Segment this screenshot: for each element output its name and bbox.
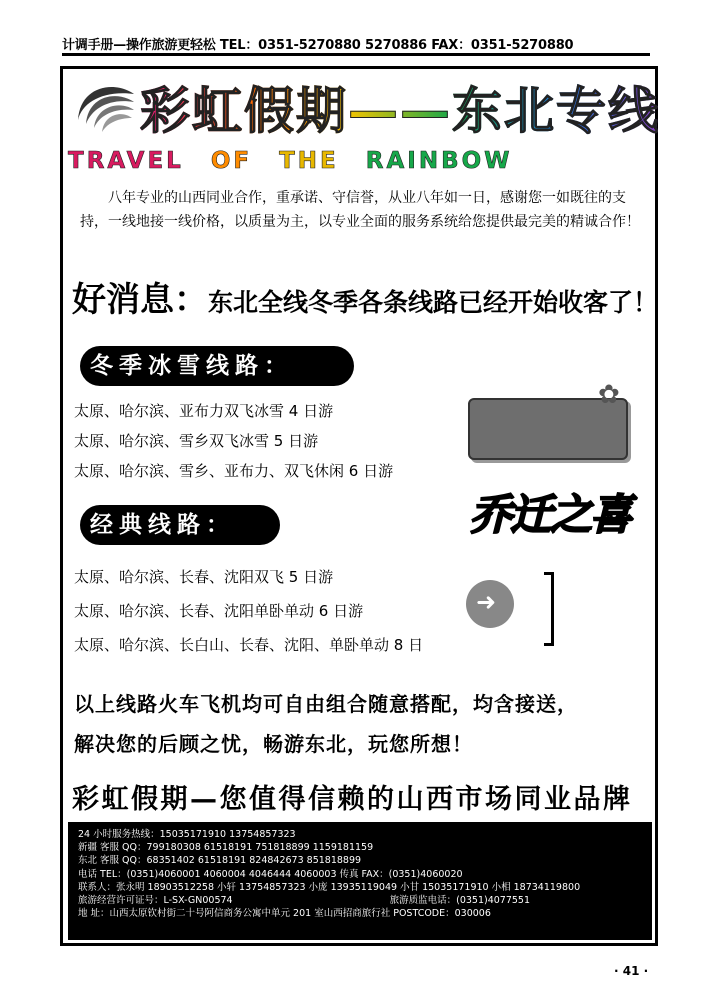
contact-info-box bbox=[68, 822, 652, 940]
english-title-word: OF bbox=[210, 148, 253, 174]
note-line: 解决您的后顾之忧，畅游东北，玩您所想！ bbox=[74, 732, 473, 756]
classic-route-item: 太原、哈尔滨、长春、沈阳双飞 5 日游 bbox=[74, 568, 334, 586]
arrow-circle-icon: ➜ bbox=[466, 580, 514, 628]
good-news-text: 东北全线冬季各条线路已经开始收客了！ bbox=[208, 288, 659, 317]
english-title-word: THE bbox=[279, 148, 339, 174]
classic-routes-heading: 经典线路： bbox=[80, 505, 280, 545]
winter-route-item: 太原、哈尔滨、亚布力双飞冰雪 4 日游 bbox=[74, 402, 334, 420]
bracket-decoration bbox=[544, 572, 554, 646]
page-header: 计调手册—操作旅游更轻松 TEL：0351-5270880 5270886 FAX：0351-5270880 bbox=[62, 38, 574, 53]
english-title-word: TRAVEL bbox=[68, 148, 184, 174]
classic-route-item: 太原、哈尔滨、长春、沈阳单卧单动 6 日游 bbox=[74, 602, 364, 620]
english-title bbox=[68, 148, 650, 172]
note-line: 以上线路火车飞机均可自由组合随意搭配，均含接送， bbox=[74, 692, 578, 716]
page-number: · 41 · bbox=[614, 964, 649, 978]
good-news-line bbox=[72, 272, 659, 320]
classic-route-item: 太原、哈尔滨、长白山、长春、沈阳、单卧单动 8 日 bbox=[74, 636, 424, 654]
intro-paragraph: 八年专业的山西同业合作，重承诺、守信誉，从业八年如一日，感谢您一如既往的支持，一线地接一线价格，以质量为主，以专业全面的服务系统给您提供最完美的精诚合作！ bbox=[80, 190, 640, 230]
contact-line: 东北 客服 QQ：68351402 61518191 824842673 851818899 bbox=[78, 855, 362, 867]
housewarming-decoration-text: 乔迁之喜 bbox=[470, 490, 631, 539]
main-title: 彩虹假期——东北专线 bbox=[140, 78, 660, 144]
winter-routes-heading: 冬季冰雪线路： bbox=[80, 346, 354, 386]
good-news-lead: 好消息： bbox=[72, 280, 208, 320]
header-rule bbox=[62, 53, 650, 56]
contact-line: 新疆 客服 QQ：799180308 61518191 751818899 1159181159 bbox=[78, 842, 374, 854]
contact-line: 联系人：张永明 18903512258 小轩 13754857323 小庞 13935119049 小甘 15035171910 小相 18734119800 bbox=[78, 881, 581, 893]
brand-slogan: 彩虹假期—您值得信赖的山西市场同业品牌 bbox=[72, 784, 633, 815]
contact-line: 电话 TEL：(0351)4060001 4060004 4046444 4060003 传真 FAX：(0351)4060020 bbox=[78, 868, 463, 880]
rainbow-swoosh-logo-icon bbox=[74, 80, 140, 140]
winter-route-item: 太原、哈尔滨、雪乡、亚布力、双飞休闲 6 日游 bbox=[74, 462, 394, 480]
english-title-word: RAINBOW bbox=[365, 148, 513, 174]
ribbon-bow-icon: ✿ bbox=[598, 380, 620, 410]
contact-line: 旅游经营许可证号：L-SX-GN00574 旅游质监电话：(0351)4077551 bbox=[78, 895, 531, 907]
winter-route-item: 太原、哈尔滨、雪乡双飞冰雪 5 日游 bbox=[74, 432, 319, 450]
contact-line: 24 小时服务热线：15035171910 13754857323 bbox=[78, 829, 296, 840]
contact-line: 地 址：山西太原钦村街二十号阿信商务公寓中单元 201 室山西招商旅行社 POSTCODE：030006 bbox=[78, 908, 491, 920]
